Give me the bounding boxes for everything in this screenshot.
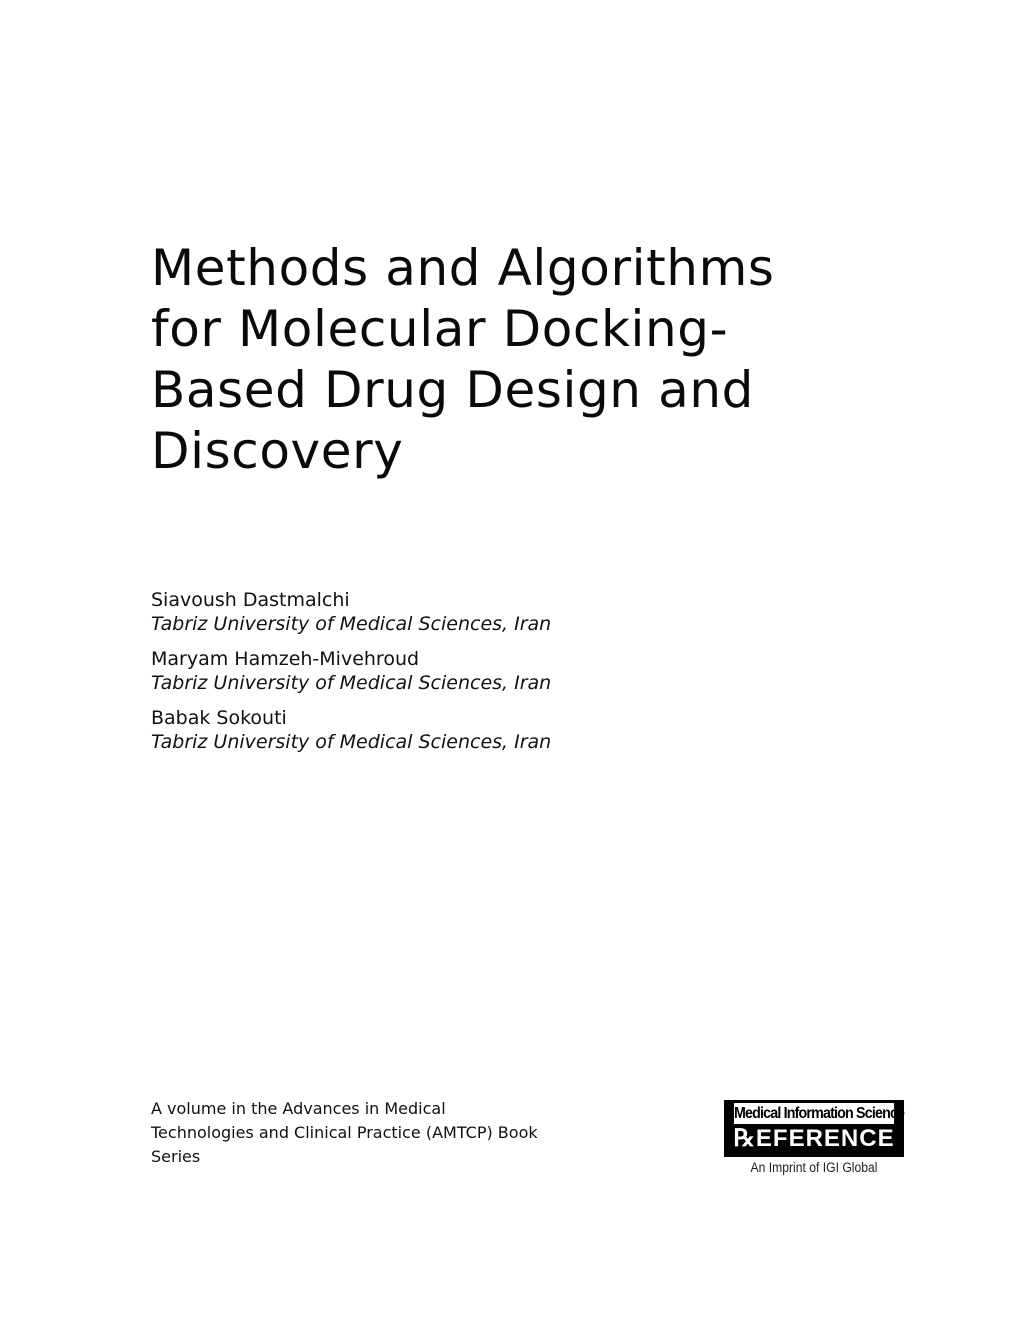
author-entry <box>151 647 751 695</box>
title-line: for Molecular Docking- <box>151 300 729 358</box>
book-title <box>151 238 911 482</box>
author-affiliation: Tabriz University of Medical Sciences, Iran <box>151 613 552 635</box>
title-line: Discovery <box>151 422 404 480</box>
logo-top-text: Medical Information Science <box>733 1105 905 1122</box>
author-name: Babak Sokouti <box>151 707 287 729</box>
logo-box <box>724 1100 904 1157</box>
series-note <box>151 1097 571 1169</box>
publisher-logo <box>724 1100 904 1177</box>
author-name: Maryam Hamzeh-Mivehroud <box>151 648 420 670</box>
rx-icon: ℞ <box>733 1125 756 1152</box>
series-line: Technologies and Clinical Practice (AMTCP) Book <box>151 1123 538 1142</box>
logo-main-text <box>727 1124 901 1154</box>
series-line: A volume in the Advances in Medical <box>151 1099 446 1118</box>
author-entry <box>151 706 751 754</box>
logo-imprint-text: An Imprint of IGI Global <box>750 1160 878 1175</box>
title-line: Based Drug Design and <box>151 361 754 419</box>
title-line: Methods and Algorithms <box>151 239 775 297</box>
author-list <box>151 588 751 765</box>
logo-main-label: EFERENCE <box>755 1125 895 1152</box>
series-line: Series <box>151 1147 201 1166</box>
author-name: Siavoush Dastmalchi <box>151 589 350 611</box>
author-affiliation: Tabriz University of Medical Sciences, Iran <box>151 672 552 694</box>
author-entry <box>151 588 751 636</box>
author-affiliation: Tabriz University of Medical Sciences, Iran <box>151 731 552 753</box>
